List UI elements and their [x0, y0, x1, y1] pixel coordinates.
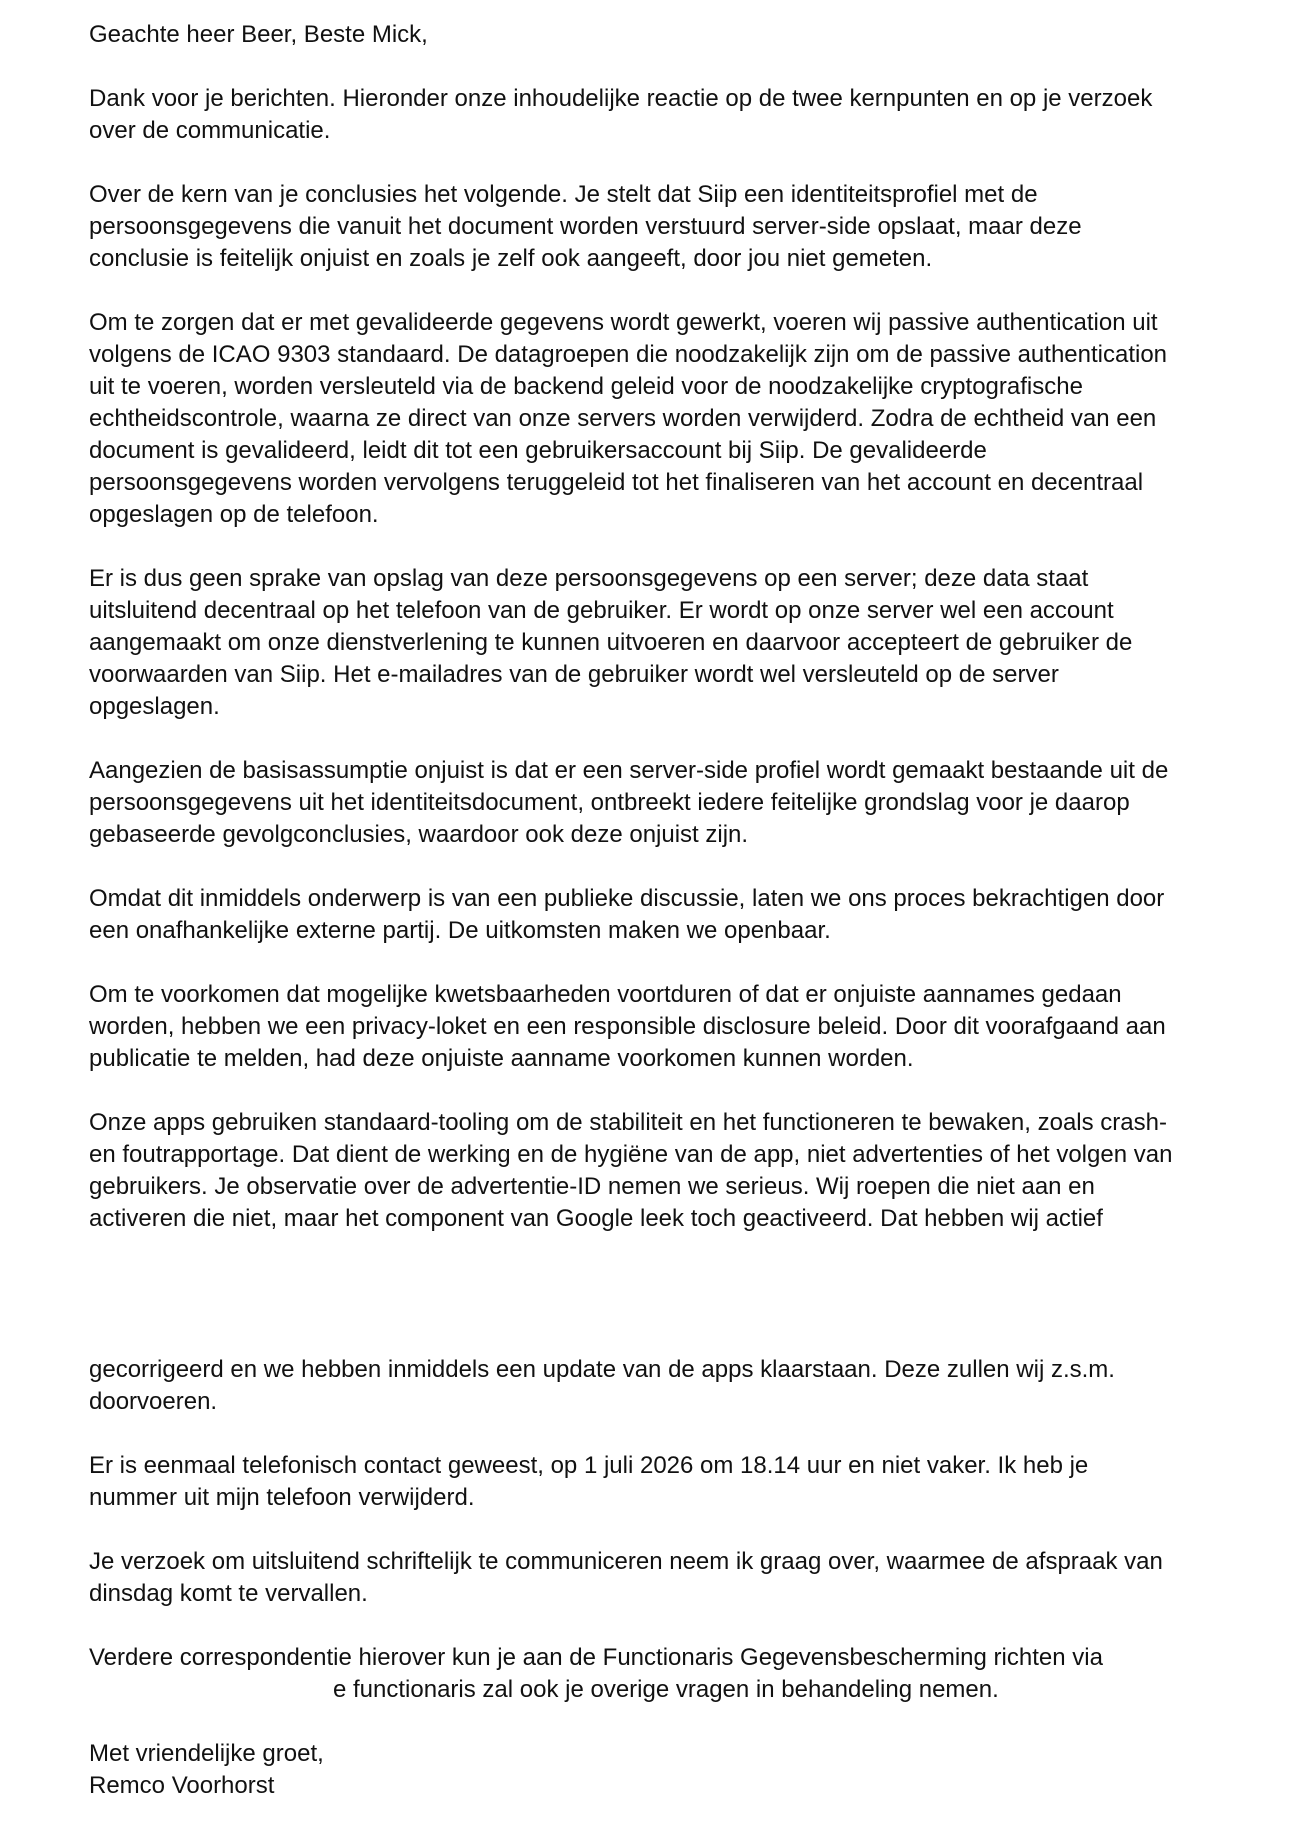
paragraph-line: gebruikers. Je observatie over de advertentie-ID nemen we serieus. Wij roepen die niet aan en: [89, 1173, 1095, 1200]
paragraph-line: document is gevalideerd, leidt dit tot een gebruikersaccount bij Siip. De gevalideerde: [89, 437, 987, 464]
paragraph-line: Omdat dit inmiddels onderwerp is van een publieke discussie, laten we ons proces bekrachtigen door: [89, 885, 1165, 912]
paragraph-line: nummer uit mijn telefoon verwijderd.: [89, 1484, 475, 1511]
paragraph-line: aangemaakt om onze dienstverlening te kunnen uitvoeren en daarvoor accepteert de gebruiker de: [89, 629, 1133, 656]
closing-block: [89, 1738, 1249, 1802]
paragraph-intro: [89, 83, 1249, 147]
paragraph-line: dinsdag komt te vervallen.: [89, 1580, 368, 1607]
paragraph-line: persoonsgegevens die vanuit het document worden verstuurd server-side opslaat, maar deze: [89, 213, 1082, 240]
paragraph-line: uitsluitend decentraal op het telefoon van de gebruiker. Er wordt op onze server wel een account: [89, 597, 1114, 624]
paragraph-line: persoonsgegevens uit het identiteitsdocument, ontbreekt iedere feitelijke grondslag voor je daarop: [89, 789, 1130, 816]
paragraph-line: gebaseerde gevolgconclusies, waardoor ook deze onjuist zijn.: [89, 821, 749, 848]
paragraph-responsible-disclosure: [89, 979, 1249, 1075]
paragraph-no-server-storage: [89, 563, 1249, 723]
paragraph-line: een onafhankelijke externe partij. De uitkomsten maken we openbaar.: [89, 917, 831, 944]
paragraph-passive-authentication: [89, 307, 1249, 531]
paragraph-core-conclusions: [89, 179, 1249, 275]
paragraph-line: Over de kern van je conclusies het volgende. Je stelt dat Siip een identiteitsprofiel met de: [89, 181, 1038, 208]
closing-line: Met vriendelijke groet,: [89, 1740, 324, 1767]
paragraph-line: Dank voor je berichten. Hieronder onze inhoudelijke reactie op de twee kernpunten en op je verzoek: [89, 85, 1153, 112]
paragraph-line: Aangezien de basisassumptie onjuist is dat er een server-side profiel wordt gemaakt bestaande uit de: [89, 757, 1169, 784]
paragraph-line: en foutrapportage. Dat dient de werking en de hygiëne van de app, niet advertenties of het volgen van: [89, 1141, 1173, 1168]
salutation-line: Geachte heer Beer, Beste Mick,: [89, 21, 428, 48]
paragraph-line: Er is dus geen sprake van opslag van deze persoonsgegevens op een server; deze data staat: [89, 565, 1089, 592]
paragraph-written-communication: [89, 1546, 1249, 1610]
paragraph-line: worden, hebben we een privacy-loket en een responsible disclosure beleid. Door dit voorafgaand aan: [89, 1013, 1166, 1040]
paragraph-line: persoonsgegevens worden vervolgens teruggeleid tot het finaliseren van het account en decentraal: [89, 469, 1144, 496]
paragraph-line: voorwaarden van Siip. Het e-mailadres van de gebruiker wordt wel versleuteld op de server: [89, 661, 1059, 688]
paragraph-line: Verdere correspondentie hierover kun je aan de Functionaris Gegevensbescherming richten via: [89, 1644, 1103, 1671]
paragraph-line: echtheidscontrole, waarna ze direct van onze servers worden verwijderd. Zodra de echtheid van een: [89, 405, 1157, 432]
paragraph-further-correspondence: [89, 1642, 1249, 1706]
paragraph-line: gecorrigeerd en we hebben inmiddels een update van de apps klaarstaan. Deze zullen wij z.s.m.: [89, 1356, 1115, 1383]
paragraph-corrected-update: [89, 1354, 1249, 1418]
paragraph-public-discussion: [89, 883, 1249, 947]
paragraph-line: over de communicatie.: [89, 117, 331, 144]
paragraph-line: doorvoeren.: [89, 1388, 218, 1415]
paragraph-line: Onze apps gebruiken standaard-tooling om de stabiliteit en het functioneren te bewaken, zoals crash-: [89, 1109, 1167, 1136]
signature-name: Remco Voorhorst: [89, 1772, 275, 1799]
paragraph-line: Er is eenmaal telefonisch contact geweest, op 1 juli 2026 om 18.14 uur en niet vaker. Ik heb je: [89, 1452, 1089, 1479]
paragraph-line: publicatie te melden, had deze onjuiste aanname voorkomen kunnen worden.: [89, 1045, 914, 1072]
paragraph-line: Om te zorgen dat er met gevalideerde gegevens wordt gewerkt, voeren wij passive authentication uit: [89, 309, 1158, 336]
paragraph-phone-contact: [89, 1450, 1249, 1514]
paragraph-basis-assumption: [89, 755, 1249, 851]
paragraph-line: opgeslagen op de telefoon.: [89, 501, 379, 528]
paragraph-line: conclusie is feitelijk onjuist en zoals je zelf ook aangeeft, door jou niet gemeten.: [89, 245, 933, 272]
paragraph-standard-tooling: [89, 1107, 1249, 1235]
paragraph-line: volgens de ICAO 9303 standaard. De datagroepen die noodzakelijk zijn om de passive authentication: [89, 341, 1168, 368]
paragraph-line: opgeslagen.: [89, 693, 220, 720]
paragraph-line: uit te voeren, worden versleuteld via de backend geleid voor de noodzakelijke cryptografische: [89, 373, 1083, 400]
salutation: [89, 19, 1249, 51]
paragraph-line: Je verzoek om uitsluitend schriftelijk te communiceren neem ik graag over, waarmee de afspraak van: [89, 1548, 1163, 1575]
paragraph-line: Om te voorkomen dat mogelijke kwetsbaarheden voortduren of dat er onjuiste aannames gedaan: [89, 981, 1122, 1008]
paragraph-line: e functionaris zal ook je overige vragen in behandeling nemen.: [333, 1676, 999, 1703]
paragraph-line: activeren die niet, maar het component van Google leek toch geactiveerd. Dat hebben wij actief: [89, 1205, 1103, 1232]
